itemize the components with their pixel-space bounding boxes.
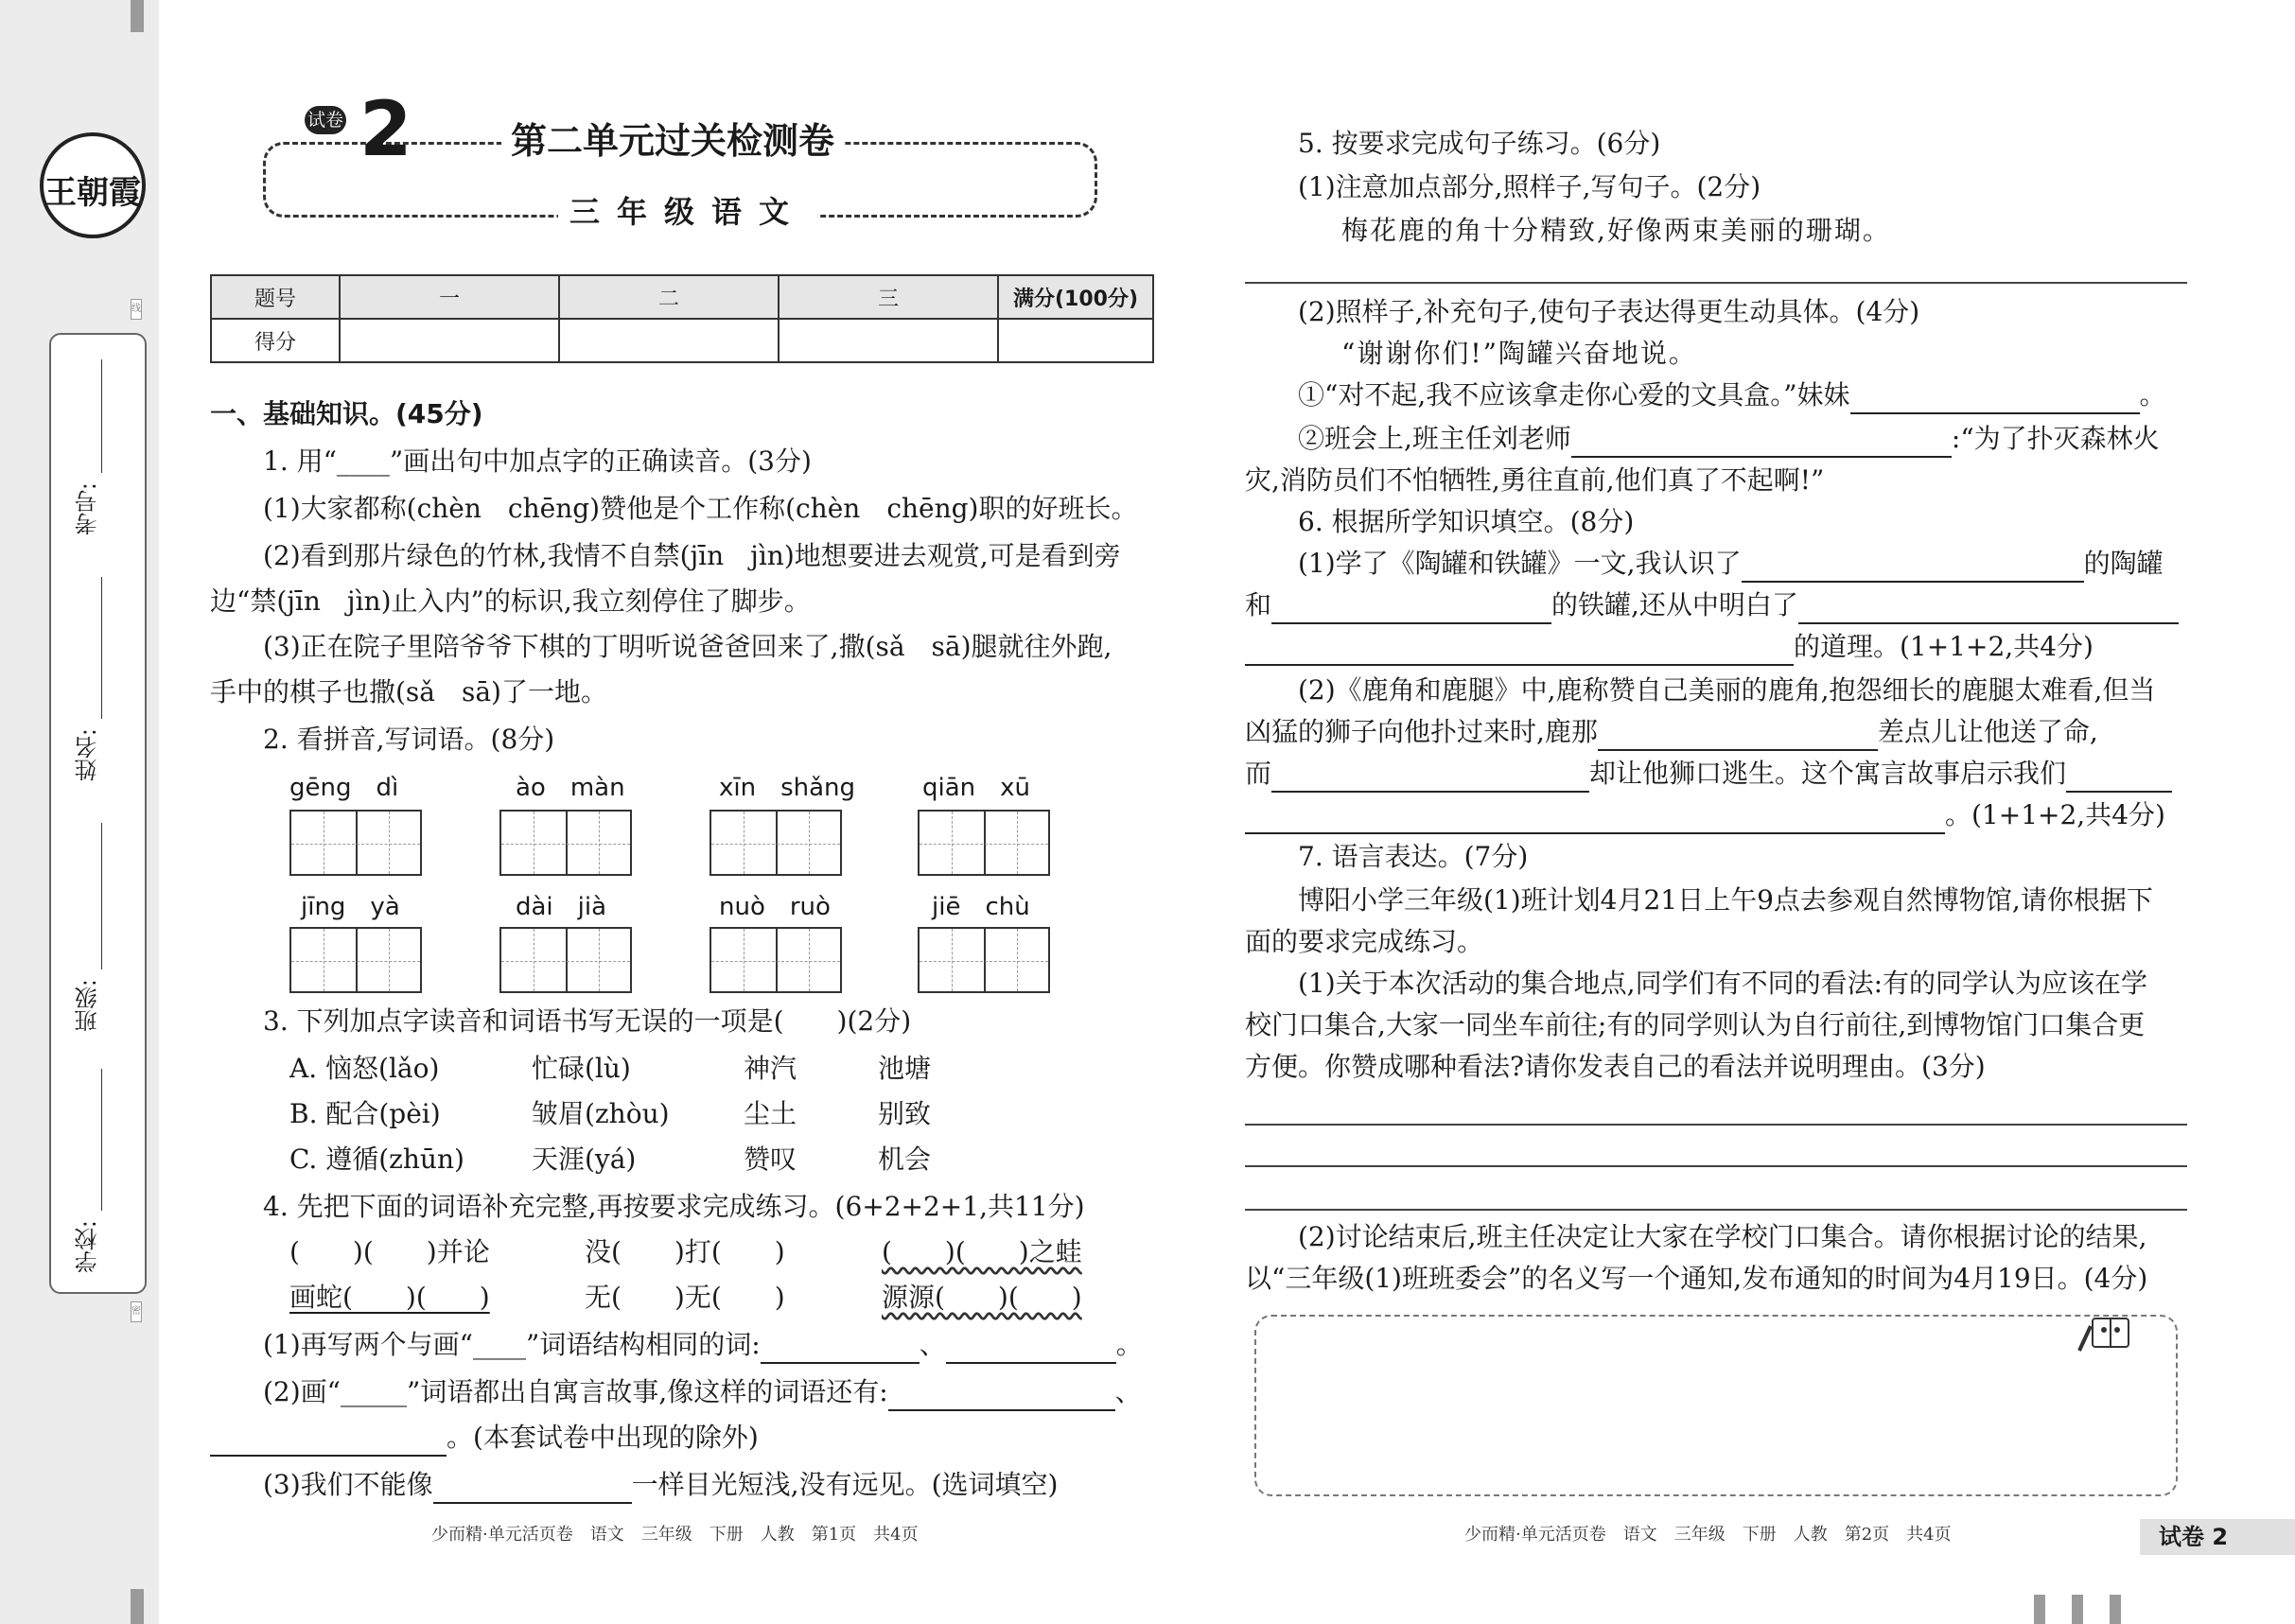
- answer-blank[interactable]: [1598, 721, 1878, 751]
- question-5-2-2: ②班会上,班主任刘老师 :“为了扑灭森林火: [1298, 420, 2160, 458]
- score-header: 一: [340, 275, 559, 319]
- question-1-1: (1)大家都称(chèn chēng)赞他是个工作称(chèn chēng)职的好班长。: [263, 493, 1138, 524]
- option-word: 机会: [878, 1144, 932, 1175]
- section-heading: 一、基础知识。(45分): [210, 398, 483, 429]
- score-table: [210, 274, 1154, 363]
- question-7-1-cont2: 方便。你赞成哪种看法?请你发表自己的看法并说明理由。(3分): [1245, 1051, 1986, 1082]
- name-field[interactable]: [101, 577, 102, 719]
- example-sentence: “谢谢你们!”陶罐兴奋地说。: [1341, 338, 1697, 369]
- writing-grid[interactable]: [499, 810, 632, 876]
- writing-grid[interactable]: [918, 927, 1050, 993]
- score-header: 满分(100分): [998, 275, 1153, 319]
- score-header: 二: [559, 275, 779, 319]
- label-class: 班级:: [75, 979, 101, 1033]
- idiom-blank[interactable]: 源源( )( ): [882, 1282, 1082, 1313]
- question-3: 3. 下列加点字读音和词语书写无误的一项是( )(2分): [263, 1005, 912, 1037]
- pinyin-prompt: dài jià: [516, 893, 607, 921]
- answer-blank[interactable]: [1571, 428, 1952, 458]
- option-word: 池塘: [878, 1053, 932, 1084]
- cut-mark-line: 线: [131, 299, 142, 320]
- writing-grid[interactable]: [918, 810, 1050, 876]
- bind-marker: [2072, 1595, 2083, 1624]
- answer-line[interactable]: [1245, 1209, 2187, 1211]
- answer-line[interactable]: [1245, 1124, 2187, 1126]
- option-c[interactable]: C. 遵循(zhūn): [289, 1144, 464, 1175]
- question-1-3-cont: 手中的棋子也撒(sǎ sā)了一地。: [210, 676, 607, 707]
- answer-line[interactable]: [1245, 1165, 2187, 1167]
- question-5: 5. 按要求完成句子练习。(6分): [1298, 128, 1661, 159]
- score-cell[interactable]: [779, 319, 998, 362]
- question-6-2-cont2: 而 却让他狮口逃生。这个寓言故事启示我们: [1245, 755, 2172, 793]
- question-6-1-cont: 和 的铁罐,还从中明白了: [1245, 586, 2179, 624]
- cut-mark-secret: 密: [131, 1301, 142, 1322]
- writing-grid[interactable]: [499, 927, 632, 993]
- question-5-2-1: ①“对不起,我不应该拿走你心爱的文具盒。”妹妹 。: [1298, 376, 2166, 414]
- page-title: 第二单元过关检测卷: [501, 117, 844, 165]
- pinyin-prompt: jīng yà: [301, 893, 400, 921]
- class-field[interactable]: [101, 823, 102, 969]
- idiom-blank[interactable]: 画蛇( )( ): [289, 1282, 490, 1313]
- option-word: 赞叹: [744, 1144, 797, 1175]
- example-sentence: 梅花鹿的角十分精致,好像两束美丽的珊瑚。: [1341, 215, 1891, 246]
- question-5-2-2-cont: 灾,消防员们不怕牺牲,勇往直前,他们真了不起啊!”: [1245, 464, 1825, 496]
- pinyin-prompt: qiān xū: [922, 774, 1031, 802]
- answer-blank[interactable]: [2066, 762, 2172, 793]
- score-cell[interactable]: [998, 319, 1153, 362]
- answer-blank[interactable]: [1245, 804, 1945, 834]
- answer-blank[interactable]: [946, 1334, 1116, 1364]
- label-exam-number: 考号:: [75, 482, 101, 536]
- bind-marker: [131, 1589, 144, 1624]
- answer-blank[interactable]: [1742, 552, 2084, 583]
- question-5-1: (1)注意加点部分,照样子,写句子。(2分): [1298, 171, 1761, 202]
- answer-blank[interactable]: [1271, 762, 1589, 793]
- question-7-2: (2)讨论结束后,班主任决定让大家在学校门口集合。请你根据讨论的结果,: [1298, 1221, 2147, 1252]
- idiom-blank[interactable]: 没( )打( ): [585, 1236, 785, 1267]
- exam-number: 2: [359, 85, 412, 173]
- question-4: 4. 先把下面的词语补充完整,再按要求完成练习。(6+2+2+1,共11分): [263, 1191, 1085, 1222]
- writing-grid[interactable]: [289, 810, 422, 876]
- option-word: 别致: [878, 1098, 932, 1129]
- answer-blank[interactable]: [1245, 636, 1794, 666]
- answer-blank[interactable]: [761, 1334, 920, 1364]
- option-b[interactable]: B. 配合(pèi): [289, 1098, 441, 1129]
- exam-number-field[interactable]: [101, 359, 102, 473]
- pinyin-prompt: ào màn: [516, 774, 625, 802]
- notebook-pencil-icon: [2077, 1313, 2134, 1354]
- score-header: 三: [779, 275, 998, 319]
- pinyin-prompt: jiē chù: [932, 893, 1030, 921]
- option-word: 皱眉(zhòu): [532, 1098, 670, 1129]
- question-7-1: (1)关于本次活动的集合地点,同学们有不同的看法:有的同学认为应该在学: [1298, 968, 2147, 999]
- option-word: 尘土: [744, 1098, 797, 1129]
- question-1-2-cont: 边“禁(jīn jìn)止入内”的标识,我立刻停住了脚步。: [210, 585, 811, 617]
- writing-grid[interactable]: [289, 927, 422, 993]
- option-word: 忙碌(lù): [532, 1053, 631, 1084]
- question-4-3: (3)我们不能像 一样目光短浅,没有远见。(选词填空): [263, 1466, 1058, 1504]
- answer-blank[interactable]: [1798, 594, 2179, 624]
- pinyin-prompt: gēng dì: [289, 774, 399, 802]
- question-1: 1. 用“____”画出句中加点字的正确读音。(3分): [263, 445, 812, 477]
- score-label: 得分: [211, 319, 340, 362]
- answer-blank[interactable]: [1271, 594, 1551, 624]
- question-4-2: (2)画“_____”词语都出自寓言故事,像这样的词语还有: 、: [263, 1373, 1142, 1411]
- question-5-2: (2)照样子,补充句子,使句子表达得更生动具体。(4分): [1298, 296, 1920, 327]
- pinyin-prompt: nuò ruò: [719, 893, 831, 921]
- bind-marker: [131, 0, 144, 32]
- page-footer-left: 少而精·单元活页卷 语文 三年级 下册 人教 第1页 共4页: [431, 1525, 919, 1545]
- question-2: 2. 看拼音,写词语。(8分): [263, 724, 555, 755]
- answer-blank[interactable]: [1850, 384, 2140, 414]
- idiom-blank[interactable]: 无( )无( ): [585, 1282, 785, 1313]
- exam-badge: 试卷: [305, 106, 346, 134]
- question-6-1-cont2: 的道理。(1+1+2,共4分): [1245, 628, 2094, 666]
- exam-corner-tag: 试卷 2: [2140, 1519, 2295, 1555]
- question-6-2-cont: 凶猛的狮子向他扑过来时,鹿那 差点儿让他送了命,: [1245, 713, 2098, 751]
- answer-blank[interactable]: [888, 1381, 1115, 1411]
- bind-marker: [2110, 1595, 2121, 1624]
- publisher-logo: 王朝霞: [40, 132, 146, 238]
- school-field[interactable]: [101, 1069, 102, 1211]
- bind-marker: [2034, 1595, 2045, 1624]
- score-header: 题号: [211, 275, 340, 319]
- page-subtitle: 三年级语文: [558, 189, 817, 235]
- question-6: 6. 根据所学知识填空。(8分): [1298, 506, 1635, 537]
- score-cell[interactable]: [559, 319, 779, 362]
- question-7-2-cont: 以“三年级(1)班班委会”的名义写一个通知,发布通知的时间为4月19日。(4分): [1245, 1263, 2148, 1294]
- notice-writing-box[interactable]: [1254, 1315, 2178, 1496]
- page-footer-right: 少而精·单元活页卷 语文 三年级 下册 人教 第2页 共4页: [1464, 1525, 1952, 1545]
- answer-blank[interactable]: [433, 1474, 632, 1504]
- label-name: 姓名:: [75, 728, 101, 782]
- option-word: 神汽: [744, 1053, 797, 1084]
- writing-grid[interactable]: [710, 810, 842, 876]
- question-1-3: (3)正在院子里陪爷爷下棋的丁明听说爸爸回来了,撒(sǎ sā)腿就往外跑,: [263, 631, 1112, 662]
- question-6-1: (1)学了《陶罐和铁罐》一文,我认识了 的陶罐: [1298, 545, 2164, 583]
- question-7-1-cont: 校门口集合,大家一同坐车前往;有的同学则认为自行前往,到博物馆门口集合更: [1245, 1009, 2146, 1040]
- option-a[interactable]: A. 恼怒(lǎo): [289, 1053, 440, 1084]
- question-4-2-cont: 。(本套试卷中出现的除外): [210, 1419, 759, 1457]
- idiom-blank[interactable]: ( )( )之蛙: [882, 1236, 1082, 1267]
- score-cell[interactable]: [340, 319, 559, 362]
- answer-blank[interactable]: [210, 1426, 447, 1457]
- question-6-2-cont3: 。(1+1+2,共4分): [1245, 796, 2165, 834]
- question-7-intro-cont: 面的要求完成练习。: [1245, 926, 1484, 957]
- question-4-1: (1)再写两个与画“____”词语结构相同的词: 、 。: [263, 1326, 1143, 1364]
- student-info-box: [49, 333, 147, 1294]
- answer-line[interactable]: [1245, 282, 2187, 284]
- pinyin-prompt: xīn shǎng: [719, 774, 856, 802]
- question-7-intro: 博阳小学三年级(1)班计划4月21日上午9点去参观自然博物馆,请你根据下: [1298, 884, 2153, 916]
- question-7: 7. 语言表达。(7分): [1298, 841, 1529, 872]
- writing-grid[interactable]: [710, 927, 842, 993]
- option-word: 天涯(yá): [532, 1144, 637, 1175]
- question-6-2: (2)《鹿角和鹿腿》中,鹿称赞自己美丽的鹿角,抱怨细长的鹿腿太难看,但当: [1298, 674, 2156, 706]
- question-1-2: (2)看到那片绿色的竹林,我情不自禁(jīn jìn)地想要进去观赏,可是看到旁: [263, 540, 1121, 571]
- label-school: 学校:: [75, 1220, 101, 1274]
- idiom-blank[interactable]: ( )( )并论: [289, 1236, 490, 1267]
